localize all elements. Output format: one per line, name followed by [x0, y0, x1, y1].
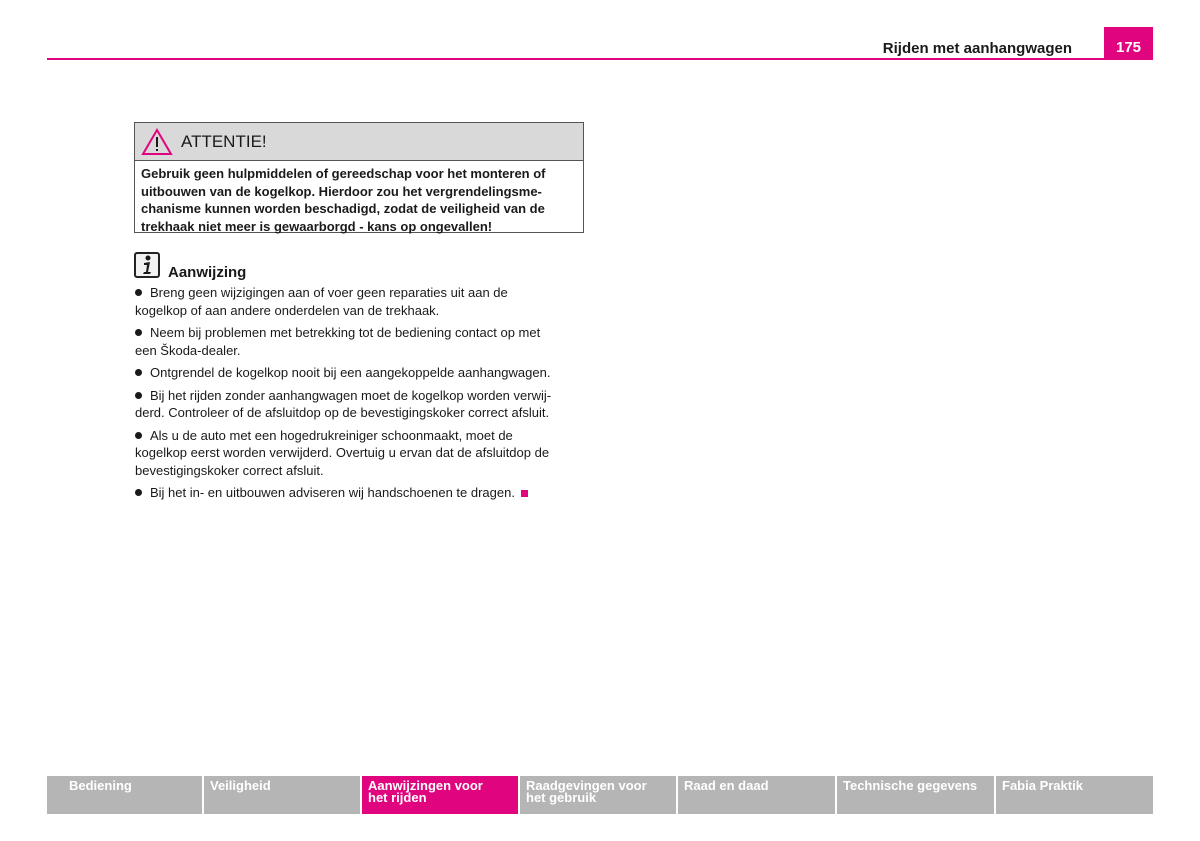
tab-label: Raadgevingen voor — [526, 778, 647, 793]
warning-box — [134, 122, 584, 233]
bullet-icon — [135, 432, 142, 439]
bullet-icon — [135, 392, 142, 399]
list-item — [135, 387, 587, 422]
note-line: kogelkop of aan andere onderdelen van de trekhaak. — [135, 302, 440, 318]
bullet-icon — [135, 289, 142, 296]
tab-label: Aanwijzingen voor — [368, 778, 483, 793]
tab-label: Fabia Praktik — [1002, 778, 1083, 793]
tab-raad-en-daad[interactable] — [678, 776, 835, 814]
warning-line: trekhaak niet meer is gewaarborgd - kans op ongevallen! — [141, 218, 493, 234]
tab-raadgevingen-voor-het-gebruik[interactable] — [520, 776, 676, 814]
note-line: Bij het rijden zonder aanhangwagen moet de kogelkop worden verwij- — [150, 387, 552, 403]
tab-label: het rijden — [368, 790, 427, 805]
section-end-icon — [521, 490, 528, 497]
list-item — [135, 484, 587, 502]
info-icon — [134, 252, 160, 278]
note-header — [134, 252, 247, 281]
list-item — [135, 284, 587, 319]
warning-line: chanisme kunnen worden beschadigd, zodat de veiligheid van de — [141, 201, 545, 216]
tab-aanwijzingen-voor-het-rijden[interactable] — [362, 776, 518, 814]
tab-bediening[interactable] — [47, 776, 202, 814]
list-item — [135, 427, 587, 480]
note-line: Bij het in- en uitbouwen adviseren wij handschoenen te dragen. — [150, 485, 515, 500]
bullet-icon — [135, 489, 142, 496]
note-line: Breng geen wijzigingen aan of voer geen reparaties uit aan de — [150, 285, 508, 300]
page-number: 175 — [1104, 27, 1153, 60]
bullet-icon — [135, 329, 142, 336]
tab-veiligheid[interactable] — [204, 776, 360, 814]
note-line: Neem bij problemen met betrekking tot de bediening contact op met — [150, 325, 541, 340]
note-line: Als u de auto met een hogedrukreiniger schoonmaakt, moet de — [150, 427, 513, 443]
tab-fabia-praktik[interactable] — [996, 776, 1153, 814]
note-line: een Škoda-dealer. — [135, 342, 241, 358]
note-title: Aanwijzing — [168, 264, 247, 281]
header-rule — [47, 58, 1153, 60]
tab-label: Veiligheid — [210, 778, 271, 793]
warning-line: Gebruik geen hulpmiddelen of gereedschap voor het monteren of — [141, 166, 546, 181]
note-line: bevestigingskoker correct afsluit. — [135, 462, 324, 478]
tab-label: het gebruik — [526, 790, 597, 805]
note-line: derd. Controleer of de afsluitdop op de bevestigingskoker correct afsluit. — [135, 405, 550, 420]
warning-header — [135, 123, 583, 161]
note-line: Ontgrendel de kogelkop nooit bij een aangekoppelde aanhangwagen. — [150, 365, 551, 380]
chapter-title: Rijden met aanhangwagen — [882, 40, 1072, 57]
list-item — [135, 364, 587, 382]
tab-label: Raad en daad — [684, 778, 769, 793]
note-list — [135, 284, 587, 507]
tab-technische-gegevens[interactable] — [837, 776, 994, 814]
warning-text — [135, 161, 583, 235]
warning-line: uitbouwen van de kogelkop. Hierdoor zou het vergrendelingsme- — [141, 183, 542, 199]
footer-navigation — [47, 776, 1153, 814]
tab-label: Bediening — [69, 778, 132, 793]
note-line: kogelkop eerst worden verwijderd. Overtuig u ervan dat de afsluitdop de — [135, 445, 550, 460]
list-item — [135, 324, 587, 359]
warning-triangle-icon — [141, 128, 173, 156]
warning-title: ATTENTIE! — [181, 131, 267, 151]
tab-label: Technische gegevens — [843, 778, 978, 793]
bullet-icon — [135, 369, 142, 376]
